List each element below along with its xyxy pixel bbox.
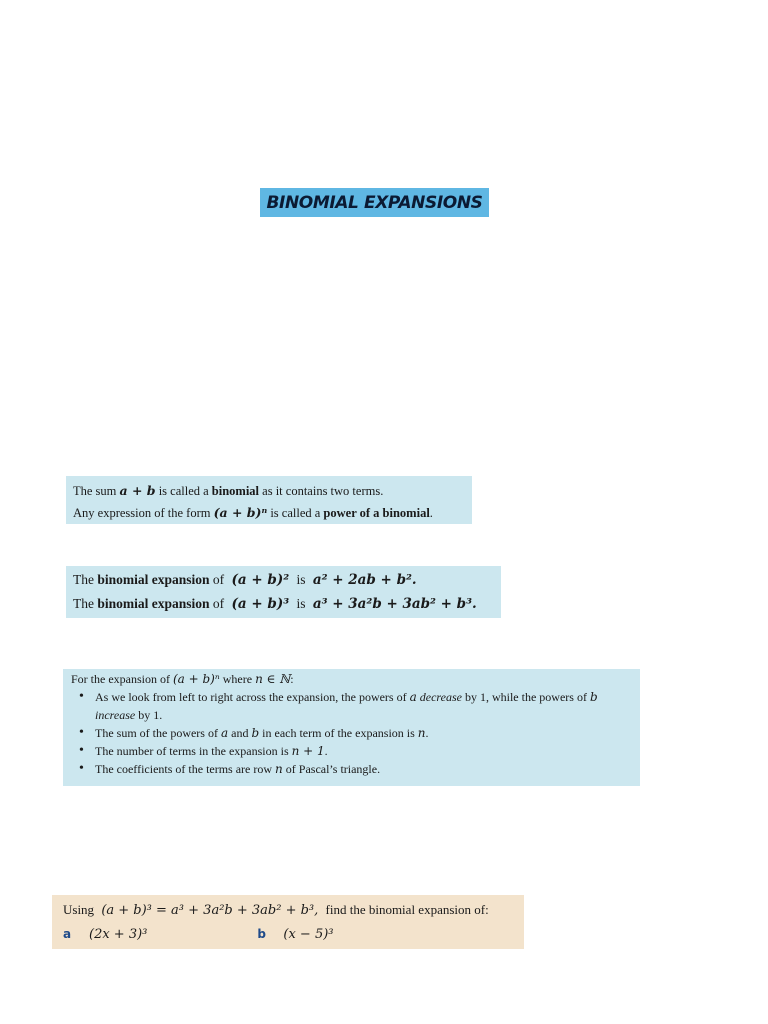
text: by 1, while the powers of [461, 690, 590, 704]
text: of Pascal’s triangle. [282, 762, 381, 776]
text: The sum [73, 484, 120, 498]
key-term: binomial expansion [97, 572, 210, 587]
text: is [293, 596, 309, 611]
expansion-examples-box [66, 566, 501, 618]
key-term: binomial expansion [97, 596, 210, 611]
text: The coefficients of the terms are row [95, 762, 276, 776]
math-expression: a + b [119, 483, 156, 498]
math-expression: (a + b)ⁿ [213, 505, 268, 520]
text: . [324, 744, 328, 758]
emphasis-text: decrease [416, 690, 462, 704]
section-title: BINOMIAL EXPANSIONS [260, 188, 489, 217]
binomial-definition-box [66, 476, 472, 524]
part-a-expression: (2x + 3)³ [89, 927, 148, 942]
expansion-line-cube [73, 592, 494, 616]
exercise-parts [63, 922, 513, 946]
text: is called a [267, 506, 324, 520]
math-expression: (a + b)³ = a³ + 3a²b + 3ab² + b³, [101, 903, 319, 918]
text: : [290, 672, 294, 686]
text: As we look from left to right across the expansion, the powers of [95, 690, 410, 704]
text: of [209, 596, 228, 611]
text: The sum of the powers of [95, 726, 221, 740]
text: and [228, 726, 252, 740]
text: . [429, 506, 433, 520]
expansion-properties-box [63, 669, 640, 786]
expansion-line-square [73, 568, 494, 592]
math-expression: n + 1 [291, 744, 325, 758]
text: is [293, 572, 309, 587]
text: by 1. [135, 708, 163, 722]
math-result: a² + 2ab + b². [312, 572, 417, 588]
definition-line-binomial [73, 480, 465, 502]
emphasis-text: increase [95, 708, 136, 722]
text: find the binomial expansion of: [322, 902, 489, 917]
math-variable: b [589, 690, 598, 704]
key-term: binomial [211, 484, 260, 498]
part-a-label: a [63, 927, 72, 941]
part-b-label: b [257, 927, 266, 941]
text: Using [63, 902, 98, 917]
math-condition: n ∈ ℕ [255, 672, 291, 686]
math-result: a³ + 3a²b + 3ab² + b³. [312, 596, 477, 612]
math-variable: a [220, 726, 229, 740]
text: The [73, 596, 98, 611]
properties-list [71, 688, 632, 778]
key-term: power of a binomial [323, 506, 430, 520]
math-variable: n [275, 762, 283, 776]
text: Any expression of the form [73, 506, 214, 520]
text: in each term of the expansion is [259, 726, 418, 740]
list-item [95, 688, 632, 724]
list-item [95, 742, 632, 760]
text: . [425, 726, 429, 740]
list-item [95, 760, 632, 778]
exercise-prompt [63, 898, 513, 922]
math-expression: (a + b)ⁿ [172, 672, 220, 686]
text: The number of terms in the expansion is [95, 744, 292, 758]
math-variable: a [409, 690, 417, 704]
math-expression: (a + b)³ [231, 596, 290, 612]
part-b-expression: (x − 5)³ [283, 927, 334, 942]
text: is called a [155, 484, 212, 498]
text: as it contains two terms. [259, 484, 384, 498]
math-variable: b [251, 726, 260, 740]
properties-intro [71, 670, 632, 688]
exercise-box [52, 895, 524, 949]
list-item [95, 724, 632, 742]
text: The [73, 572, 98, 587]
text: For the expansion of [71, 672, 173, 686]
math-variable: n [417, 726, 426, 740]
text: where [219, 672, 256, 686]
definition-line-power [73, 502, 465, 524]
math-expression: (a + b)² [231, 572, 290, 588]
text: of [209, 572, 228, 587]
